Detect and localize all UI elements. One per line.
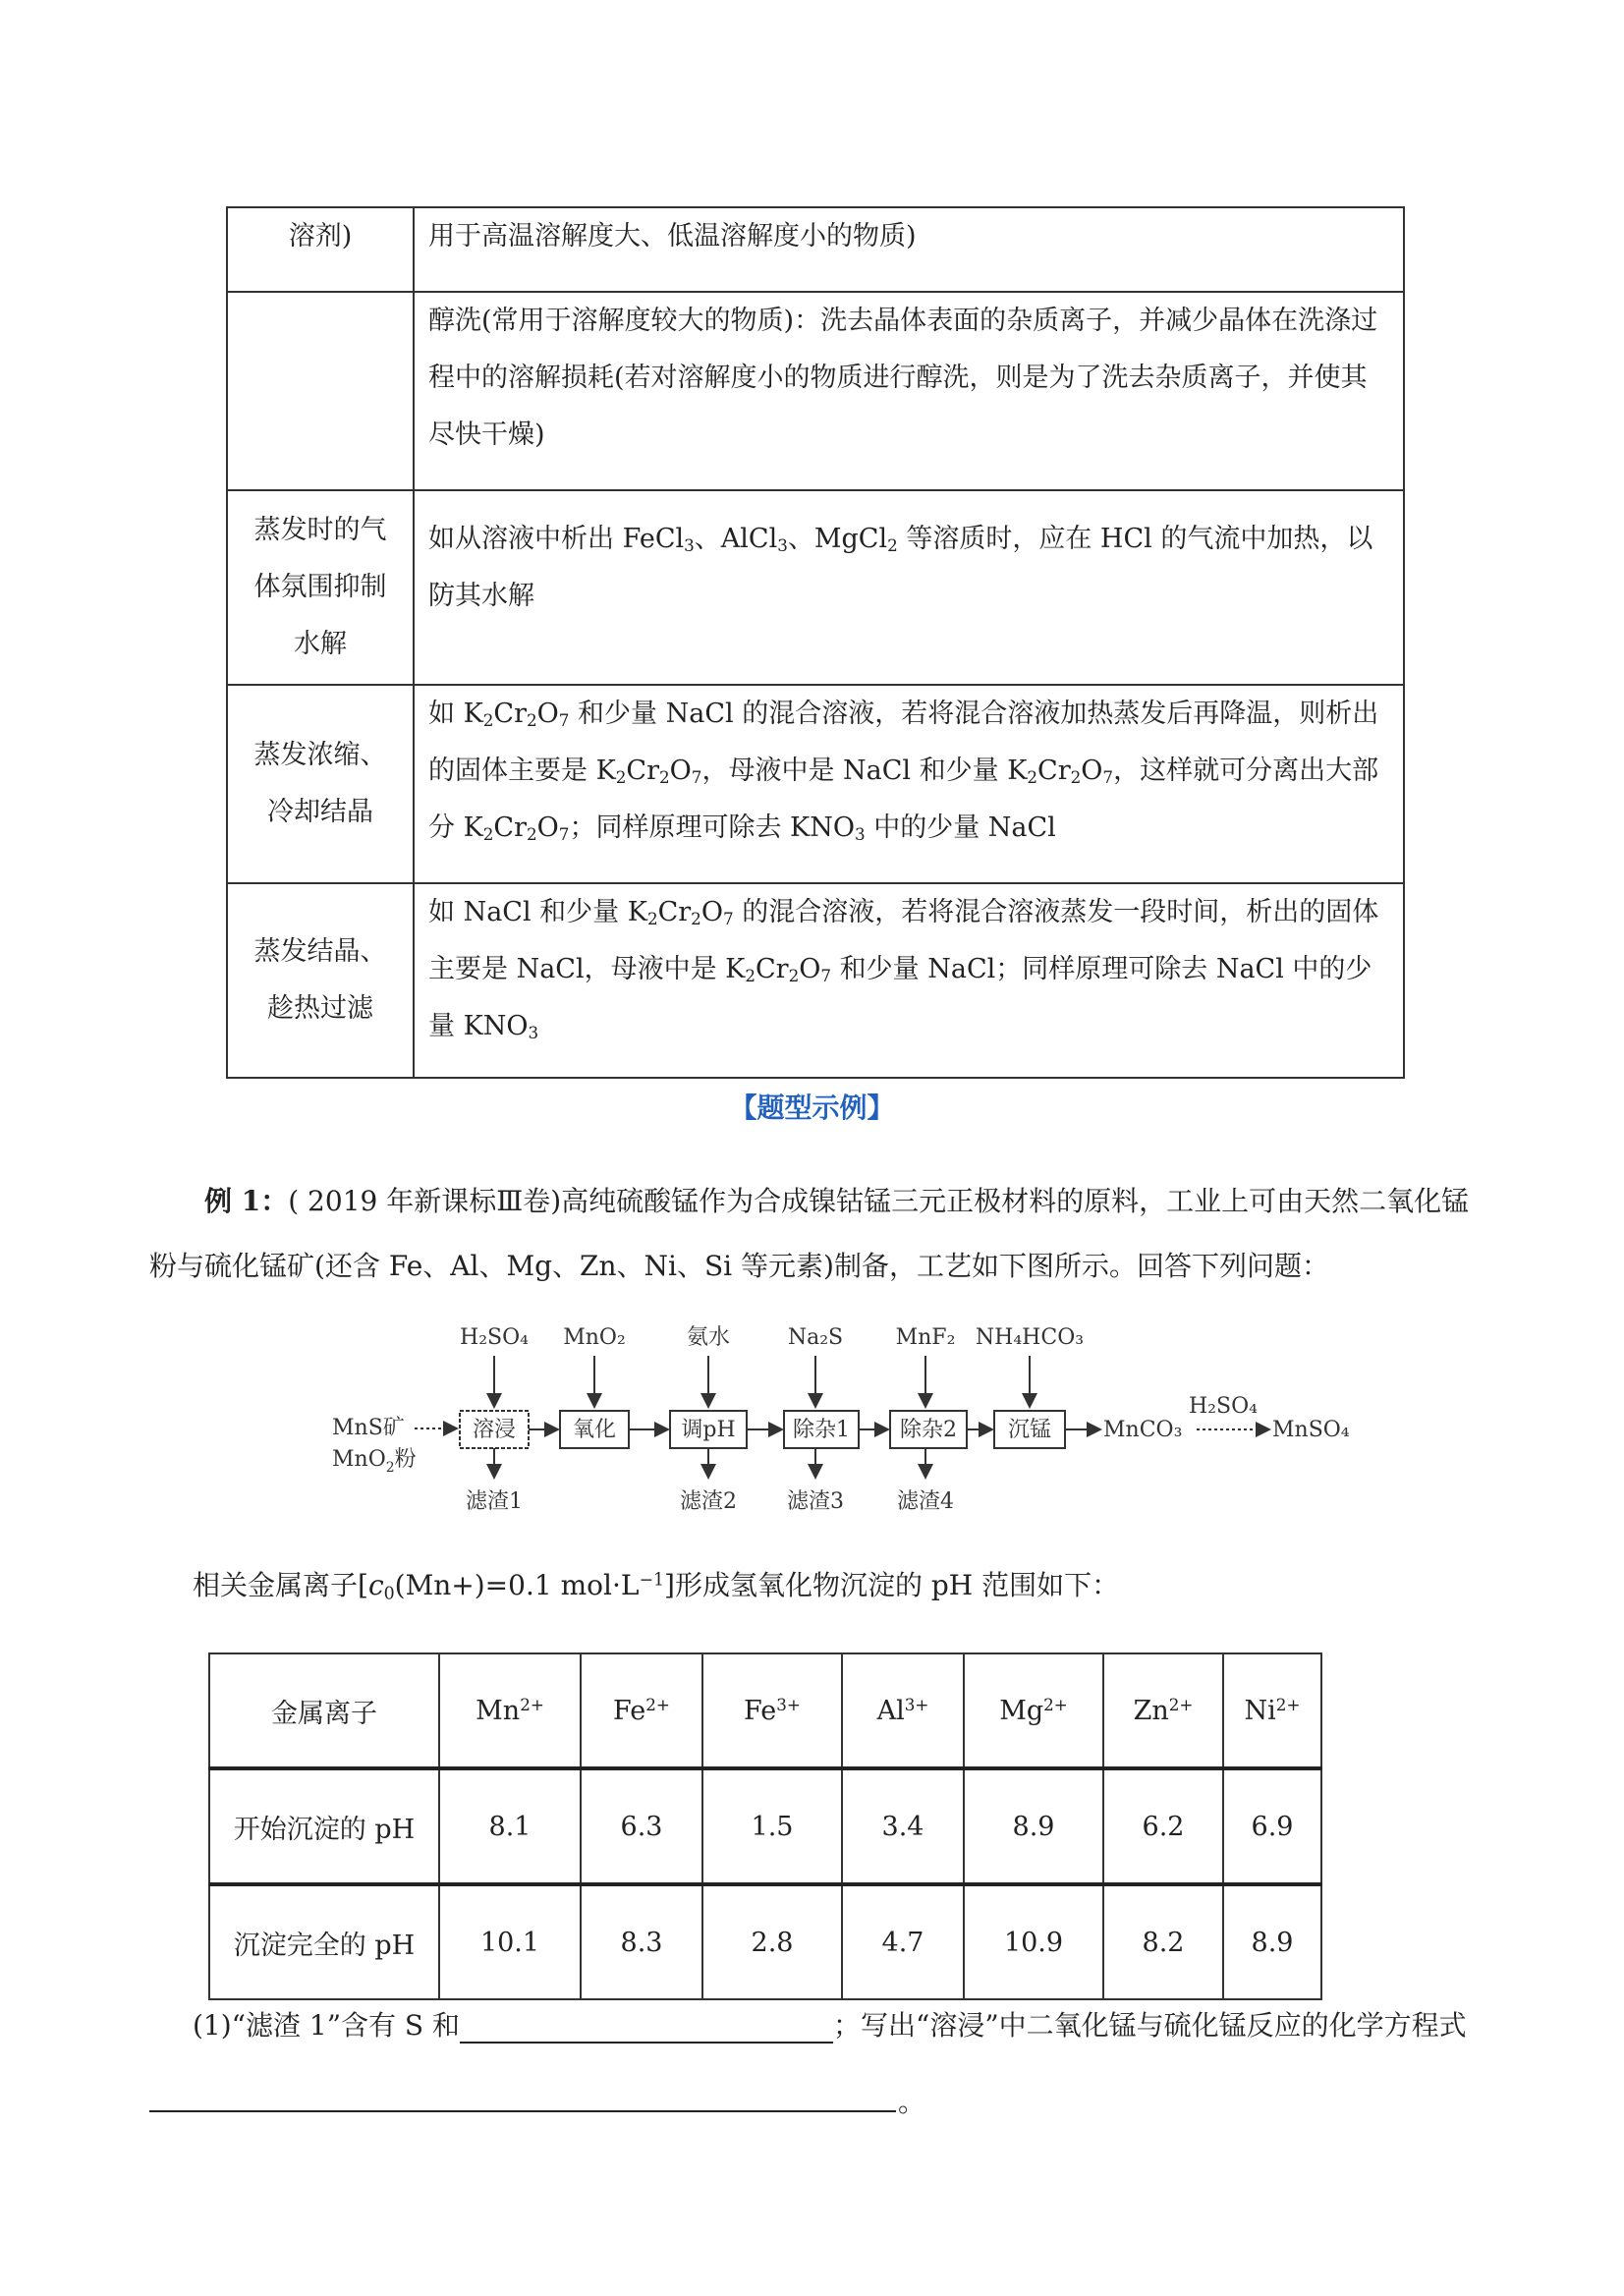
table-cell: 3.4 — [842, 1768, 964, 1884]
step-label: 除杂1 — [793, 1418, 850, 1442]
reagent-label: NH₄HCO₃ — [975, 1325, 1085, 1350]
ion-header: $Mg^{2+}$ — [964, 1653, 1103, 1768]
table-cell-method: 蒸发时的气体氛围抑制水解 — [227, 490, 414, 685]
ion-header: $Fe^{3+}$ — [702, 1653, 842, 1768]
reagent-label: MnO₂ — [563, 1325, 626, 1350]
example-label: 例 1： — [204, 1185, 289, 1217]
ion-header: $Mn^{2+}$ — [439, 1653, 581, 1768]
ph-table — [208, 1652, 1322, 2000]
table-row — [227, 292, 1404, 490]
residue-label: 滤渣1 — [466, 1489, 523, 1514]
table-cell-method: 蒸发浓缩、冷却结晶 — [227, 685, 414, 883]
table-cell: 8.3 — [581, 1884, 702, 1999]
table-cell-description: 如 NaCl 和少量 $K_2Cr_2O_7$ 的混合溶液，若将混合溶液蒸发一段时间，析出的固体主要是 NaCl，母液中是 $K_2Cr_2O_7$ 和少量 NaCl；同样原理可除去 NaCl 中的少量 $KNO_3$ — [414, 883, 1404, 1078]
ion-header: $Zn^{2+}$ — [1103, 1653, 1223, 1768]
residue-label: 滤渣4 — [897, 1489, 954, 1514]
table-cell: 1.5 — [702, 1768, 842, 1884]
step-label: 除杂2 — [900, 1418, 957, 1442]
table-cell: 2.8 — [702, 1884, 842, 1999]
example-text: ( 2019 年新课标Ⅲ卷)高纯硫酸锰作为合成镍钴锰三元正极材料的原料，工业上可由天然二氧化锰粉与硫化锰矿(还含 Fe、Al、Mg、Zn、Ni、Si 等元素)制备，工艺如下图所示。回答下列问题： — [149, 1185, 1470, 1282]
final-reagent: H₂SO₄ — [1189, 1394, 1258, 1419]
reagent-label: MnF₂ — [895, 1325, 956, 1350]
table-row — [209, 1884, 1321, 1999]
input-mns-ore: MnS矿 — [332, 1416, 405, 1440]
table-cell: 10.1 — [439, 1884, 581, 1999]
table-cell: 8.2 — [1103, 1884, 1223, 1999]
reagents — [460, 1325, 1084, 1350]
section-heading: 【题型示例】 — [729, 1092, 895, 1124]
input-mno2-powder: MnO$_2$粉 — [332, 1447, 417, 1476]
table-row — [209, 1768, 1321, 1884]
reagent-label: H₂SO₄ — [460, 1325, 529, 1350]
answer-blank-equation[interactable] — [149, 2081, 896, 2112]
step-label: 氧化 — [572, 1418, 617, 1442]
example-paragraph — [149, 1169, 1485, 1299]
table-cell-description: 用于高温溶解度大、低温溶解度小的物质) — [414, 207, 1404, 292]
table-cell-description: 如从溶液中析出 FeCl$_3$、AlCl$_3$、MgCl$_2$ 等溶质时，应在 HCl 的气流中加热，以防其水解 — [414, 490, 1404, 685]
ion-header: $Al^{3+}$ — [842, 1653, 964, 1768]
residue-arrows — [494, 1448, 925, 1478]
table-cell-description: 醇洗(常用于溶解度较大的物质)：洗去晶体表面的杂质离子，并减少晶体在洗涤过程中的溶解损耗(若对溶解度小的物质进行醇洗，则是为了洗去杂质离子，并使其尽快干燥) — [414, 292, 1404, 490]
ion-header: $Ni^{2+}$ — [1223, 1653, 1321, 1768]
answer-blank[interactable] — [460, 2012, 833, 2044]
table-cell: 6.3 — [581, 1768, 702, 1884]
process-flowchart — [324, 1316, 1356, 1533]
header-label: 金属离子 — [209, 1653, 439, 1768]
table-row — [227, 883, 1404, 1078]
table-cell-method — [227, 292, 414, 490]
question-end-mark: 。 — [898, 2086, 926, 2118]
table-cell: 4.7 — [842, 1884, 964, 1999]
residue-label: 滤渣2 — [680, 1489, 737, 1514]
step-label: 沉锰 — [1007, 1418, 1052, 1442]
final-product: MnSO₄ — [1272, 1418, 1350, 1442]
table-cell: 8.1 — [439, 1768, 581, 1884]
ph-table-caption: 相关金属离子[$c_0(Mn+)=0.1$ $mol\cdot L^{-1}$]形成氢氧化物沉淀的 pH 范围如下： — [193, 1569, 1120, 1604]
table-header-row — [209, 1653, 1321, 1768]
reagent-label: 氨水 — [686, 1325, 731, 1350]
table-cell-method: 蒸发结晶、趁热过滤 — [227, 883, 414, 1078]
table-row — [227, 490, 1404, 685]
table-row — [227, 685, 1404, 883]
step-label: 调pH — [681, 1418, 736, 1442]
table-cell-method: 溶剂) — [227, 207, 414, 292]
row-label: 沉淀完全的 pH — [209, 1884, 439, 1999]
ion-header: $Fe^{2+}$ — [581, 1653, 702, 1768]
table-cell: 6.2 — [1103, 1768, 1223, 1884]
step-label: 溶浸 — [472, 1418, 517, 1442]
intermediate-product: MnCO₃ — [1103, 1418, 1183, 1442]
table-row — [227, 207, 1404, 292]
residues — [466, 1489, 954, 1514]
table-cell-description: 如 $K_2Cr_2O_7$ 和少量 NaCl 的混合溶液，若将混合溶液加热蒸发后再降温，则析出的固体主要是 $K_2Cr_2O_7$，母液中是 NaCl 和少量 $K_2Cr_2O_7$，这样就可分离出大部分 $K_2Cr_2O_7$；同样原理可除去 $KNO_3$ 中的少量 NaCl — [414, 685, 1404, 883]
reagent-arrows — [494, 1356, 1030, 1407]
table-cell: 10.9 — [964, 1884, 1103, 1999]
reagent-label: Na₂S — [787, 1325, 844, 1350]
row-label: 开始沉淀的 pH — [209, 1768, 439, 1884]
table-cell: 8.9 — [964, 1768, 1103, 1884]
question-1: (1)“滤渣 1”含有 S 和 ；写出“溶浸”中二氧化锰与硫化锰反应的化学方程式 — [193, 2009, 1467, 2042]
residue-label: 滤渣3 — [787, 1489, 844, 1514]
methods-table — [226, 206, 1405, 1079]
table-cell: 8.9 — [1223, 1884, 1321, 1999]
table-cell: 6.9 — [1223, 1768, 1321, 1884]
